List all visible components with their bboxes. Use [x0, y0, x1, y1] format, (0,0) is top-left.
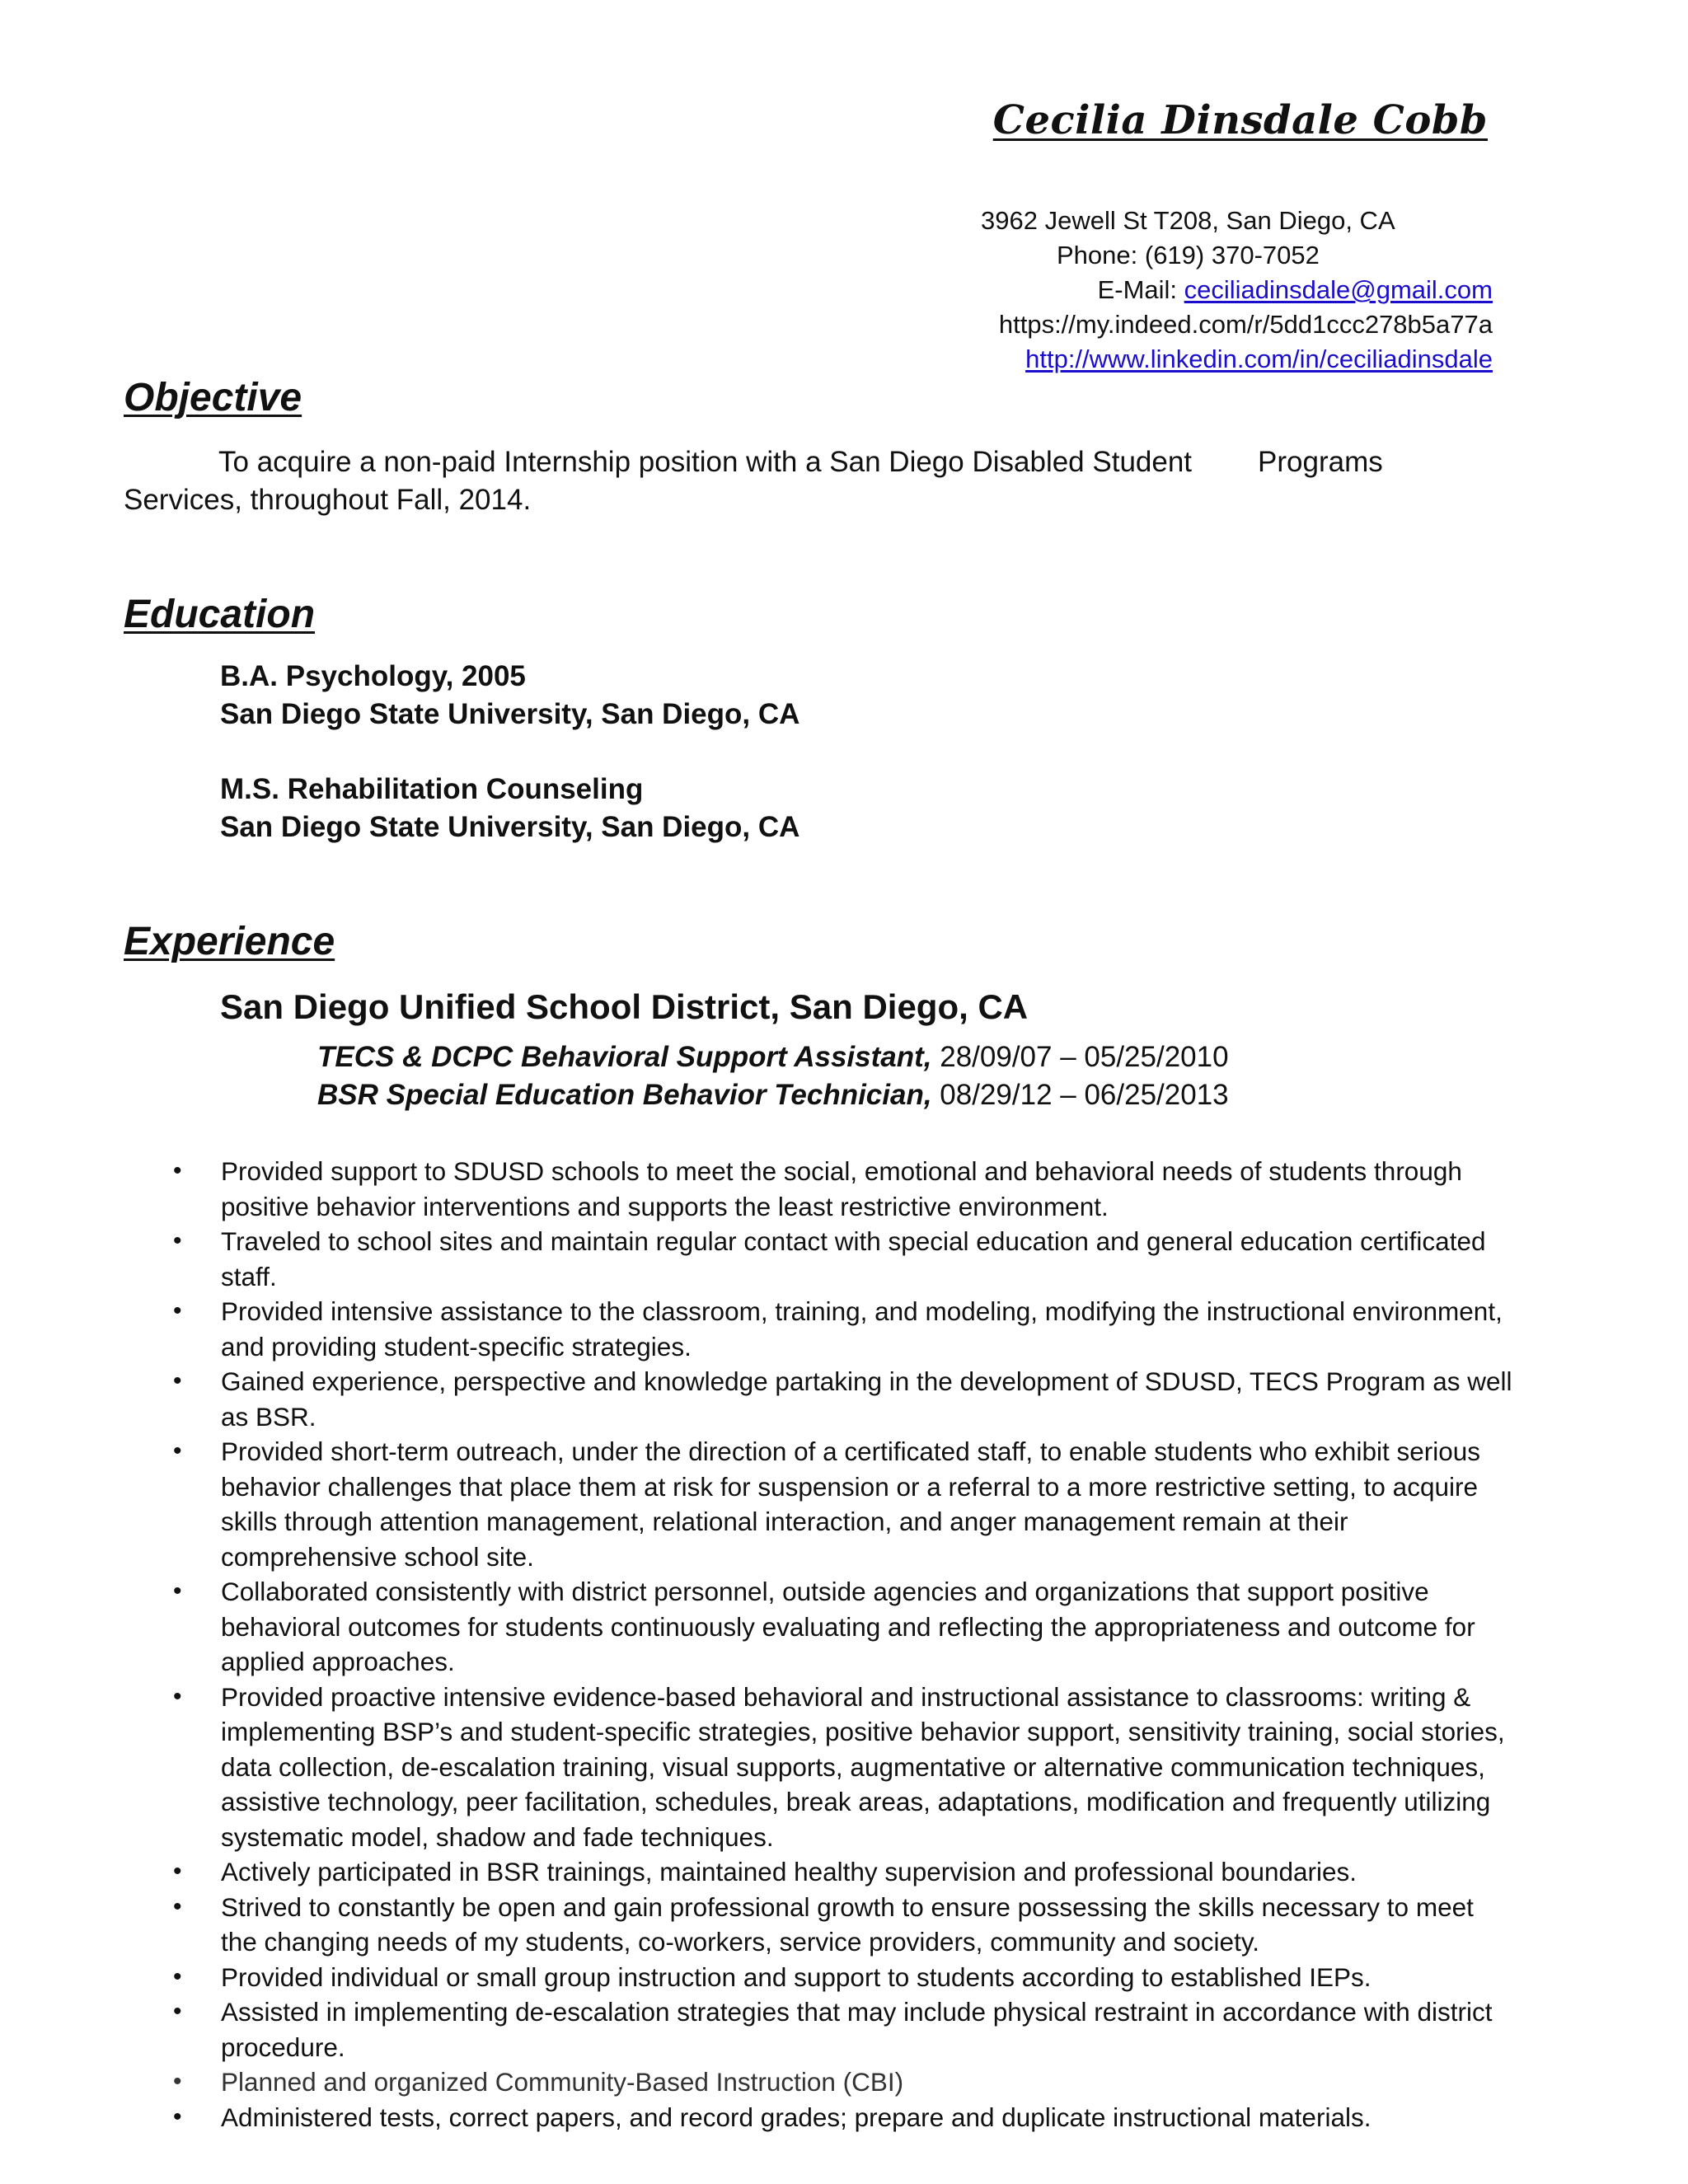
education-degree: B.A. Psychology, 2005 [220, 660, 526, 692]
bullet-item [173, 1680, 1517, 1855]
address: 3962 Jewell St T208, San Diego, CA [981, 206, 1395, 235]
bullet-text: Provided proactive intensive evidence-based behavioral and instructional assistance to classrooms: writing & implementing BSP’s and student-specific strategies, positive behavior support, sensitivity training, social stories, data collection, de-escalation training, visual supports, augmentative or alternative communication techniques, assistive technology, peer facilitation, schedules, break areas, adaptations, modification and frequently utilizing systematic model, shadow and fade techniques. [221, 1681, 1505, 1852]
candidate-name: Cecilia Dinsdale Cobb [992, 97, 1488, 143]
role-line [317, 1076, 1229, 1114]
email-label: E-Mail: [1097, 275, 1184, 304]
bullet-icon: • [173, 1962, 182, 1990]
indeed-url: https://my.indeed.com/r/5dd1ccc278b5a77a [998, 310, 1493, 339]
bullet-icon: • [173, 1682, 182, 1710]
education-heading: Education [124, 593, 316, 636]
bullet-text: Provided support to SDUSD schools to meet the social, emotional and behavioral needs of students through positive behavior interventions and supports the least restrictive environment. [221, 1156, 1462, 1221]
education-school: San Diego State University, San Diego, CA [220, 811, 800, 843]
bullet-text: Traveled to school sites and maintain regular contact with special education and general education certificated staff. [221, 1226, 1486, 1291]
bullet-text: Planned and organized Community-Based Instruction (CBI) [221, 2067, 904, 2097]
bullet-text: Assisted in implementing de-escalation strategies that may include physical restraint in accordance with district procedure. [221, 1997, 1493, 2062]
experience-heading: Experience [124, 920, 335, 963]
bullet-icon: • [173, 1227, 182, 1254]
bullet-text: Gained experience, perspective and knowledge partaking in the development of SDUSD, TECS Program as well as BSR. [221, 1366, 1512, 1432]
bullet-icon: • [173, 1892, 182, 1920]
linkedin-link[interactable]: http://www.linkedin.com/in/ceciliadinsdale [1025, 344, 1493, 373]
bullet-icon: • [173, 1367, 182, 1394]
email-link[interactable]: ceciliadinsdale@gmail.com [1184, 275, 1493, 304]
bullet-text: Provided intensive assistance to the classroom, training, and modeling, modifying the instructional environment, and providing student-specific strategies. [221, 1296, 1503, 1361]
role-title: TECS & DCPC Behavioral Support Assistant, [317, 1041, 932, 1073]
bullet-item [173, 2100, 1517, 2135]
experience-bullet-list [173, 1154, 1517, 2135]
objective-heading: Objective [124, 376, 302, 419]
bullet-item [173, 1854, 1517, 1890]
bullet-item [173, 1574, 1517, 1680]
education-degree: M.S. Rehabilitation Counseling [220, 773, 644, 805]
bullet-item [173, 1364, 1517, 1434]
bullet-icon: • [173, 1297, 182, 1324]
bullet-item [173, 1294, 1517, 1364]
role-dates: 08/29/12 – 06/25/2013 [940, 1079, 1229, 1111]
bullet-text: Provided individual or small group instruction and support to students according to established IEPs. [221, 1961, 1372, 1992]
objective-text [124, 443, 1508, 519]
bullet-icon: • [173, 2102, 182, 2130]
phone: Phone: (619) 370-7052 [1057, 241, 1320, 269]
bullet-item [173, 1154, 1517, 1224]
email-line [1098, 275, 1493, 305]
objective-text-part2: Programs Services, throughout Fall, 2014. [124, 446, 1383, 516]
bullet-text: Provided short-term outreach, under the direction of a certificated staff, to enable students who exhibit serious behavior challenges that place them at risk for suspension or a referral to a more restrictive setting, to acquire skills through attention management, relational interaction, and anger management remain at their comprehensive school site. [221, 1436, 1481, 1572]
bullet-icon: • [173, 1998, 182, 2025]
bullet-icon: • [173, 1858, 182, 1885]
linkedin-link-line [1025, 344, 1493, 374]
bullet-item [173, 1890, 1517, 1960]
role-dates: 28/09/07 – 05/25/2010 [940, 1041, 1229, 1073]
bullet-item [173, 1994, 1517, 2064]
role-title: BSR Special Education Behavior Technician, [317, 1079, 932, 1111]
bullet-text: Strived to constantly be open and gain professional growth to ensure possessing the skills necessary to meet the changing needs of my students, co-workers, service providers, community and society. [221, 1891, 1474, 1957]
bullet-text: Administered tests, correct papers, and record grades; prepare and duplicate instructional materials. [221, 2102, 1372, 2132]
bullet-text: Collaborated consistently with district personnel, outside agencies and organizations that support positive behavioral outcomes for students continuously evaluating and reflecting the appropriateness and outcome for applied approaches. [221, 1577, 1475, 1676]
bullet-item [173, 1434, 1517, 1574]
bullet-item [173, 1960, 1517, 1995]
bullet-icon: • [173, 1157, 182, 1184]
employer-name: San Diego Unified School District, San Diego, CA [220, 987, 1029, 1026]
bullet-item [173, 2064, 1517, 2100]
bullet-icon: • [173, 2068, 182, 2095]
bullet-item [173, 1224, 1517, 1294]
education-school: San Diego State University, San Diego, CA [220, 698, 800, 730]
role-line [317, 1038, 1229, 1076]
objective-text-part1: To acquire a non-paid Internship position with a San Diego Disabled Student [218, 446, 1193, 478]
bullet-icon: • [173, 1577, 182, 1605]
bullet-icon: • [173, 1437, 182, 1465]
bullet-text: Actively participated in BSR trainings, maintained healthy supervision and professional boundaries. [221, 1857, 1357, 1886]
